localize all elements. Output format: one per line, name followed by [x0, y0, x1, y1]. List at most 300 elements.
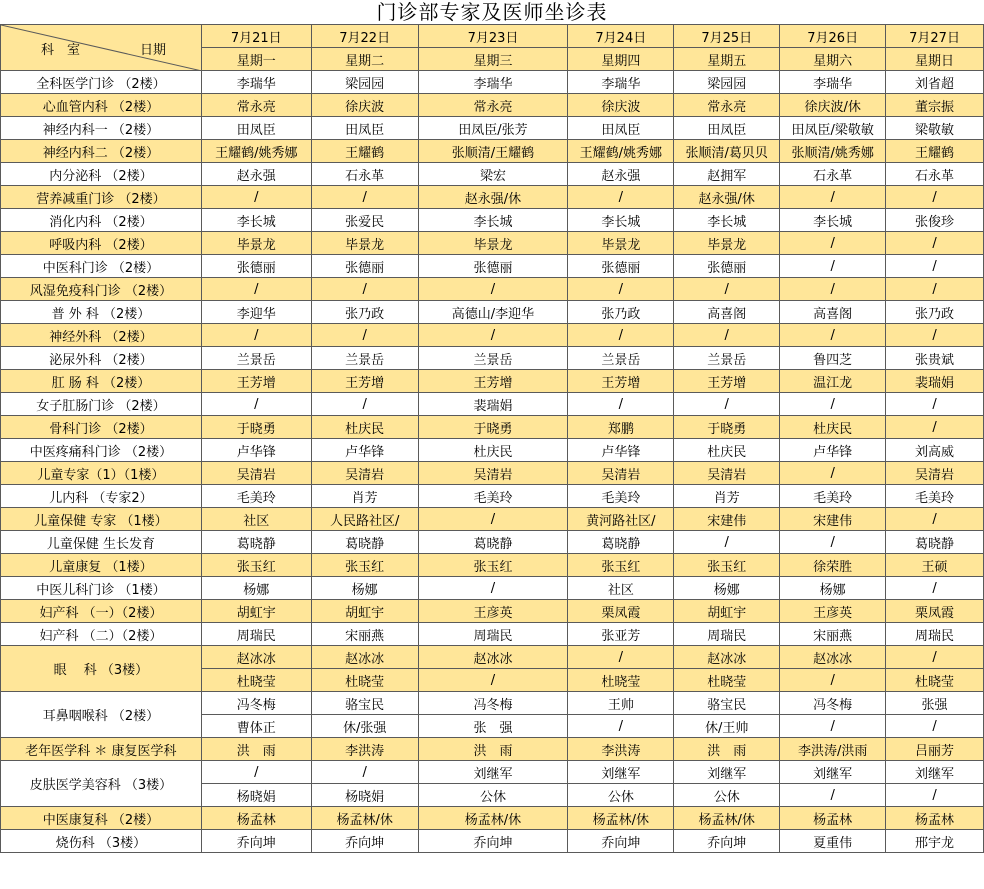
doctor-cell: 宋建伟: [780, 508, 886, 531]
doctor-cell: 杨孟林/休: [674, 807, 780, 830]
doctor-cell: 杜晓莹: [674, 669, 780, 692]
doctor-cell: 李长城: [674, 209, 780, 232]
table-row: [1, 531, 984, 554]
doctor-cell: 王芳增: [311, 370, 418, 393]
doctor-cell: 杜庆民: [674, 439, 780, 462]
doctor-cell: 李洪涛: [311, 738, 418, 761]
doctor-cell: 刘省超: [886, 71, 984, 94]
doctor-cell: /: [780, 715, 886, 738]
doctor-cell: 王硕: [886, 554, 984, 577]
doctor-cell: 李长城: [201, 209, 311, 232]
doctor-cell: /: [311, 278, 418, 301]
doctor-cell: 公休: [418, 784, 568, 807]
department-cell: 神经内科一 （2楼）: [1, 117, 202, 140]
doctor-cell: 兰景岳: [311, 347, 418, 370]
department-cell: 儿内科 （专家2）: [1, 485, 202, 508]
doctor-cell: 石永革: [780, 163, 886, 186]
department-cell: 风湿免疫科门诊 （2楼）: [1, 278, 202, 301]
doctor-cell: 张玉红: [201, 554, 311, 577]
doctor-cell: /: [311, 761, 418, 784]
weekday-header-cell: 星期四: [568, 48, 674, 71]
doctor-cell: 王耀鹤: [311, 140, 418, 163]
department-cell: 儿童保健 生长发育: [1, 531, 202, 554]
doctor-cell: 于晓勇: [674, 416, 780, 439]
doctor-cell: 李长城: [780, 209, 886, 232]
doctor-cell: 刘继军: [568, 761, 674, 784]
table-row: [1, 830, 984, 853]
doctor-cell: 田凤臣: [568, 117, 674, 140]
doctor-cell: 李洪涛/洪雨: [780, 738, 886, 761]
doctor-cell: 张德丽: [311, 255, 418, 278]
doctor-cell: 吴清岩: [568, 462, 674, 485]
doctor-cell: 葛晓静: [418, 531, 568, 554]
table-row: [1, 807, 984, 830]
doctor-cell: /: [886, 784, 984, 807]
department-cell: 烧伤科 （3楼）: [1, 830, 202, 853]
doctor-cell: 王芳增: [418, 370, 568, 393]
doctor-cell: 徐庆波/休: [780, 94, 886, 117]
department-cell: 女子肛肠门诊 （2楼）: [1, 393, 202, 416]
department-cell: 肛 肠 科 （2楼）: [1, 370, 202, 393]
date-header-cell: 7月21日: [201, 25, 311, 48]
doctor-cell: 王耀鹤/姚秀娜: [568, 140, 674, 163]
table-row: [1, 554, 984, 577]
department-cell: 中医康复科 （2楼）: [1, 807, 202, 830]
department-cell: 普 外 科 （2楼）: [1, 301, 202, 324]
doctor-cell: /: [780, 232, 886, 255]
doctor-cell: 李长城: [568, 209, 674, 232]
doctor-cell: 毛美玲: [568, 485, 674, 508]
doctor-cell: 毛美玲: [201, 485, 311, 508]
doctor-cell: 田凤臣/梁敬敏: [780, 117, 886, 140]
doctor-cell: /: [780, 462, 886, 485]
doctor-cell: 石永革: [886, 163, 984, 186]
doctor-cell: 李瑞华: [201, 71, 311, 94]
doctor-cell: 刘继军: [780, 761, 886, 784]
doctor-cell: 赵永强/休: [674, 186, 780, 209]
doctor-cell: 卢华锋: [780, 439, 886, 462]
doctor-cell: 李瑞华: [568, 71, 674, 94]
doctor-cell: /: [886, 393, 984, 416]
doctor-cell: 吴清岩: [674, 462, 780, 485]
doctor-cell: 高德山/李迎华: [418, 301, 568, 324]
table-row: [1, 324, 984, 347]
doctor-cell: /: [780, 393, 886, 416]
doctor-cell: 毛美玲: [780, 485, 886, 508]
doctor-cell: 梁敬敏: [886, 117, 984, 140]
doctor-cell: 宋丽燕: [311, 623, 418, 646]
doctor-cell: 人民路社区/: [311, 508, 418, 531]
doctor-cell: 杜庆民: [418, 439, 568, 462]
diagonal-divider: [1, 25, 201, 71]
doctor-cell: 兰景岳: [674, 347, 780, 370]
department-cell: 骨科门诊 （2楼）: [1, 416, 202, 439]
doctor-cell: 赵冰冰: [201, 646, 311, 669]
doctor-cell: 洪 雨: [201, 738, 311, 761]
doctor-cell: 杨晓娟: [311, 784, 418, 807]
schedule-table: [0, 24, 984, 853]
doctor-cell: 宋丽燕: [780, 623, 886, 646]
doctor-cell: 胡虹宇: [674, 600, 780, 623]
doctor-cell: 曹体正: [201, 715, 311, 738]
doctor-cell: /: [886, 278, 984, 301]
doctor-cell: 乔向坤: [201, 830, 311, 853]
department-cell: 中医科门诊 （2楼）: [1, 255, 202, 278]
doctor-cell: 常永亮: [201, 94, 311, 117]
doctor-cell: 栗凤霞: [886, 600, 984, 623]
weekday-header-cell: 星期五: [674, 48, 780, 71]
date-header-cell: 7月26日: [780, 25, 886, 48]
doctor-cell: /: [311, 393, 418, 416]
doctor-cell: /: [886, 416, 984, 439]
doctor-cell: 王彦英: [780, 600, 886, 623]
doctor-cell: 杜庆民: [780, 416, 886, 439]
doctor-cell: 毕景龙: [568, 232, 674, 255]
doctor-cell: 刘高威: [886, 439, 984, 462]
doctor-cell: /: [418, 577, 568, 600]
doctor-cell: 周瑞民: [886, 623, 984, 646]
table-row: [1, 232, 984, 255]
department-cell: 妇产科 （一）（2楼）: [1, 600, 202, 623]
doctor-cell: 黄河路社区/: [568, 508, 674, 531]
department-cell: 消化内科 （2楼）: [1, 209, 202, 232]
doctor-cell: 张玉红: [568, 554, 674, 577]
doctor-cell: 骆宝民: [311, 692, 418, 715]
doctor-cell: 田凤臣: [674, 117, 780, 140]
table-row: [1, 761, 984, 784]
doctor-cell: 李长城: [418, 209, 568, 232]
doctor-cell: 王芳增: [201, 370, 311, 393]
doctor-cell: 赵冰冰: [674, 646, 780, 669]
doctor-cell: 杨孟林/休: [568, 807, 674, 830]
doctor-cell: 李瑞华: [780, 71, 886, 94]
doctor-cell: 兰景岳: [418, 347, 568, 370]
doctor-cell: 杨孟林/休: [418, 807, 568, 830]
doctor-cell: 梁园园: [311, 71, 418, 94]
doctor-cell: /: [886, 577, 984, 600]
doctor-cell: /: [674, 324, 780, 347]
doctor-cell: 张玉红: [674, 554, 780, 577]
doctor-cell: 李瑞华: [418, 71, 568, 94]
doctor-cell: 梁宏: [418, 163, 568, 186]
doctor-cell: 张德丽: [674, 255, 780, 278]
doctor-cell: 李洪涛: [568, 738, 674, 761]
doctor-cell: 张亚芳: [568, 623, 674, 646]
doctor-cell: 周瑞民: [418, 623, 568, 646]
corner-header-cell: [1, 25, 202, 71]
doctor-cell: 王帅: [568, 692, 674, 715]
doctor-cell: /: [780, 324, 886, 347]
doctor-cell: 李迎华: [201, 301, 311, 324]
doctor-cell: 杜晓莹: [201, 669, 311, 692]
doctor-cell: 卢华锋: [311, 439, 418, 462]
doctor-cell: 赵冰冰: [780, 646, 886, 669]
department-cell: 中医疼痛科门诊 （2楼）: [1, 439, 202, 462]
doctor-cell: 张玉红: [311, 554, 418, 577]
doctor-cell: 葛晓静: [568, 531, 674, 554]
table-row: [1, 117, 984, 140]
doctor-cell: 裴瑞娟: [886, 370, 984, 393]
doctor-cell: /: [886, 232, 984, 255]
doctor-cell: 兰景岳: [568, 347, 674, 370]
doctor-cell: /: [886, 186, 984, 209]
doctor-cell: 杨晓娟: [201, 784, 311, 807]
doctor-cell: /: [201, 761, 311, 784]
department-cell: 皮肤医学美容科 （3楼）: [1, 761, 202, 807]
doctor-cell: 温江龙: [780, 370, 886, 393]
doctor-cell: 张顺清/姚秀娜: [780, 140, 886, 163]
table-row: [1, 71, 984, 94]
doctor-cell: 张俊珍: [886, 209, 984, 232]
doctor-cell: 赵拥军: [674, 163, 780, 186]
doctor-cell: 吕丽芳: [886, 738, 984, 761]
date-header-cell: 7月24日: [568, 25, 674, 48]
doctor-cell: 杜晓莹: [311, 669, 418, 692]
doctor-cell: 王芳增: [568, 370, 674, 393]
table-row: [1, 278, 984, 301]
table-row: [1, 462, 984, 485]
doctor-cell: 乔向坤: [568, 830, 674, 853]
doctor-cell: 刘继军: [418, 761, 568, 784]
doctor-cell: 杨娜: [311, 577, 418, 600]
doctor-cell: 杨娜: [201, 577, 311, 600]
table-row: [1, 600, 984, 623]
doctor-cell: 葛晓静: [886, 531, 984, 554]
doctor-cell: /: [568, 646, 674, 669]
doctor-cell: /: [568, 393, 674, 416]
doctor-cell: 刘继军: [674, 761, 780, 784]
doctor-cell: /: [201, 278, 311, 301]
doctor-cell: 杨孟林: [201, 807, 311, 830]
doctor-cell: 毕景龙: [311, 232, 418, 255]
doctor-cell: 于晓勇: [201, 416, 311, 439]
doctor-cell: 董宗振: [886, 94, 984, 117]
doctor-cell: 田凤臣: [311, 117, 418, 140]
doctor-cell: 宋建伟: [674, 508, 780, 531]
doctor-cell: 张德丽: [201, 255, 311, 278]
doctor-cell: 张乃政: [568, 301, 674, 324]
department-cell: 呼吸内科 （2楼）: [1, 232, 202, 255]
doctor-cell: /: [780, 255, 886, 278]
doctor-cell: 冯冬梅: [201, 692, 311, 715]
doctor-cell: 毛美玲: [886, 485, 984, 508]
table-row: [1, 738, 984, 761]
doctor-cell: 杨娜: [780, 577, 886, 600]
doctor-cell: 常永亮: [418, 94, 568, 117]
doctor-cell: 郑鹏: [568, 416, 674, 439]
department-cell: 眼 科 （3楼）: [1, 646, 202, 692]
doctor-cell: 栗凤霞: [568, 600, 674, 623]
doctor-cell: /: [674, 278, 780, 301]
doctor-cell: 社区: [201, 508, 311, 531]
doctor-cell: 张 强: [418, 715, 568, 738]
doctor-cell: 石永革: [311, 163, 418, 186]
doctor-cell: 胡虹宇: [201, 600, 311, 623]
doctor-cell: 毛美玲: [418, 485, 568, 508]
doctor-cell: /: [201, 324, 311, 347]
department-cell: 全科医学门诊 （2楼）: [1, 71, 202, 94]
doctor-cell: 乔向坤: [418, 830, 568, 853]
doctor-cell: 张强: [886, 692, 984, 715]
doctor-cell: 冯冬梅: [418, 692, 568, 715]
table-row: [1, 416, 984, 439]
table-row: [1, 623, 984, 646]
department-cell: 内分泌科 （2楼）: [1, 163, 202, 186]
doctor-cell: /: [780, 784, 886, 807]
doctor-cell: 张玉红: [418, 554, 568, 577]
doctor-cell: 杜庆民: [311, 416, 418, 439]
doctor-cell: /: [418, 324, 568, 347]
doctor-cell: 骆宝民: [674, 692, 780, 715]
table-row: [1, 301, 984, 324]
doctor-cell: 杨孟林/休: [311, 807, 418, 830]
doctor-cell: 夏重伟: [780, 830, 886, 853]
doctor-cell: /: [568, 278, 674, 301]
doctor-cell: 张德丽: [418, 255, 568, 278]
doctor-cell: 赵永强: [201, 163, 311, 186]
doctor-cell: /: [201, 186, 311, 209]
doctor-cell: /: [311, 186, 418, 209]
doctor-cell: /: [418, 278, 568, 301]
doctor-cell: 徐庆波: [568, 94, 674, 117]
header-date-row: [1, 25, 984, 48]
table-row: [1, 439, 984, 462]
department-cell: 神经外科 （2楼）: [1, 324, 202, 347]
table-row: [1, 209, 984, 232]
doctor-cell: /: [674, 531, 780, 554]
weekday-header-cell: 星期六: [780, 48, 886, 71]
table-row: [1, 393, 984, 416]
doctor-cell: 田凤臣: [201, 117, 311, 140]
doctor-cell: 卢华锋: [201, 439, 311, 462]
doctor-cell: 张爱民: [311, 209, 418, 232]
doctor-cell: /: [886, 646, 984, 669]
doctor-cell: /: [886, 508, 984, 531]
table-row: [1, 692, 984, 715]
doctor-cell: 王耀鹤: [886, 140, 984, 163]
doctor-cell: 杜晓莹: [886, 669, 984, 692]
doctor-cell: /: [418, 669, 568, 692]
doctor-cell: 吴清岩: [201, 462, 311, 485]
doctor-cell: 乔向坤: [674, 830, 780, 853]
doctor-cell: 杨娜: [674, 577, 780, 600]
doctor-cell: /: [201, 393, 311, 416]
department-cell: 儿童康复 （1楼）: [1, 554, 202, 577]
table-row: [1, 485, 984, 508]
corner-date-label: 日期: [140, 43, 167, 58]
doctor-cell: 杨孟林: [780, 807, 886, 830]
doctor-cell: /: [886, 324, 984, 347]
department-cell: 心血管内科 （2楼）: [1, 94, 202, 117]
table-row: [1, 94, 984, 117]
department-cell: 老年医学科 ＊ 康复医学科: [1, 738, 202, 761]
doctor-cell: /: [780, 278, 886, 301]
doctor-cell: 刘继军: [886, 761, 984, 784]
doctor-cell: 公休: [674, 784, 780, 807]
doctor-cell: 周瑞民: [201, 623, 311, 646]
department-cell: 中医儿科门诊 （1楼）: [1, 577, 202, 600]
department-cell: 泌尿外科 （2楼）: [1, 347, 202, 370]
doctor-cell: 冯冬梅: [780, 692, 886, 715]
doctor-cell: 杨孟林: [886, 807, 984, 830]
doctor-cell: 毕景龙: [201, 232, 311, 255]
weekday-header-cell: 星期三: [418, 48, 568, 71]
doctor-cell: 张乃政: [886, 301, 984, 324]
doctor-cell: 常永亮: [674, 94, 780, 117]
doctor-cell: 吴清岩: [886, 462, 984, 485]
doctor-cell: 洪 雨: [418, 738, 568, 761]
table-row: [1, 577, 984, 600]
department-cell: 营养减重门诊 （2楼）: [1, 186, 202, 209]
corner-dept-label: 科 室: [41, 43, 81, 58]
doctor-cell: 高喜阁: [674, 301, 780, 324]
doctor-cell: 高喜阁: [780, 301, 886, 324]
table-row: [1, 255, 984, 278]
date-header-cell: 7月25日: [674, 25, 780, 48]
department-cell: 耳鼻咽喉科 （2楼）: [1, 692, 202, 738]
doctor-cell: /: [674, 393, 780, 416]
doctor-cell: 张乃政: [311, 301, 418, 324]
doctor-cell: 洪 雨: [674, 738, 780, 761]
doctor-cell: /: [886, 715, 984, 738]
doctor-cell: 葛晓静: [201, 531, 311, 554]
weekday-header-cell: 星期日: [886, 48, 984, 71]
doctor-cell: 赵冰冰: [311, 646, 418, 669]
doctor-cell: 葛晓静: [311, 531, 418, 554]
doctor-cell: /: [780, 669, 886, 692]
doctor-cell: 张顺清/葛贝贝: [674, 140, 780, 163]
doctor-cell: 杜晓莹: [568, 669, 674, 692]
doctor-cell: /: [568, 715, 674, 738]
doctor-cell: 毕景龙: [674, 232, 780, 255]
doctor-cell: /: [311, 324, 418, 347]
doctor-cell: 张德丽: [568, 255, 674, 278]
doctor-cell: 吴清岩: [418, 462, 568, 485]
table-row: [1, 140, 984, 163]
weekday-header-cell: 星期一: [201, 48, 311, 71]
table-row: [1, 370, 984, 393]
doctor-cell: 赵冰冰: [418, 646, 568, 669]
doctor-cell: 吴清岩: [311, 462, 418, 485]
department-cell: 儿童保健 专家 （1楼）: [1, 508, 202, 531]
doctor-cell: 裴瑞娟: [418, 393, 568, 416]
doctor-cell: 王芳增: [674, 370, 780, 393]
doctor-cell: 休/王帅: [674, 715, 780, 738]
doctor-cell: /: [780, 186, 886, 209]
doctor-cell: 公休: [568, 784, 674, 807]
doctor-cell: /: [418, 508, 568, 531]
doctor-cell: 王彦英: [418, 600, 568, 623]
page-title: 门诊部专家及医师坐诊表: [376, 0, 608, 24]
doctor-cell: 乔向坤: [311, 830, 418, 853]
doctor-cell: 社区: [568, 577, 674, 600]
table-row: [1, 347, 984, 370]
department-cell: 儿童专家（1）（1楼）: [1, 462, 202, 485]
doctor-cell: /: [568, 186, 674, 209]
department-cell: 妇产科 （二）（2楼）: [1, 623, 202, 646]
doctor-cell: 梁园园: [674, 71, 780, 94]
weekday-header-cell: 星期二: [311, 48, 418, 71]
doctor-cell: /: [568, 324, 674, 347]
date-header-cell: 7月22日: [311, 25, 418, 48]
doctor-cell: 张贵斌: [886, 347, 984, 370]
doctor-cell: 毕景龙: [418, 232, 568, 255]
department-cell: 神经内科二 （2楼）: [1, 140, 202, 163]
doctor-cell: /: [780, 531, 886, 554]
doctor-cell: 卢华锋: [568, 439, 674, 462]
doctor-cell: 徐庆波: [311, 94, 418, 117]
doctor-cell: 兰景岳: [201, 347, 311, 370]
